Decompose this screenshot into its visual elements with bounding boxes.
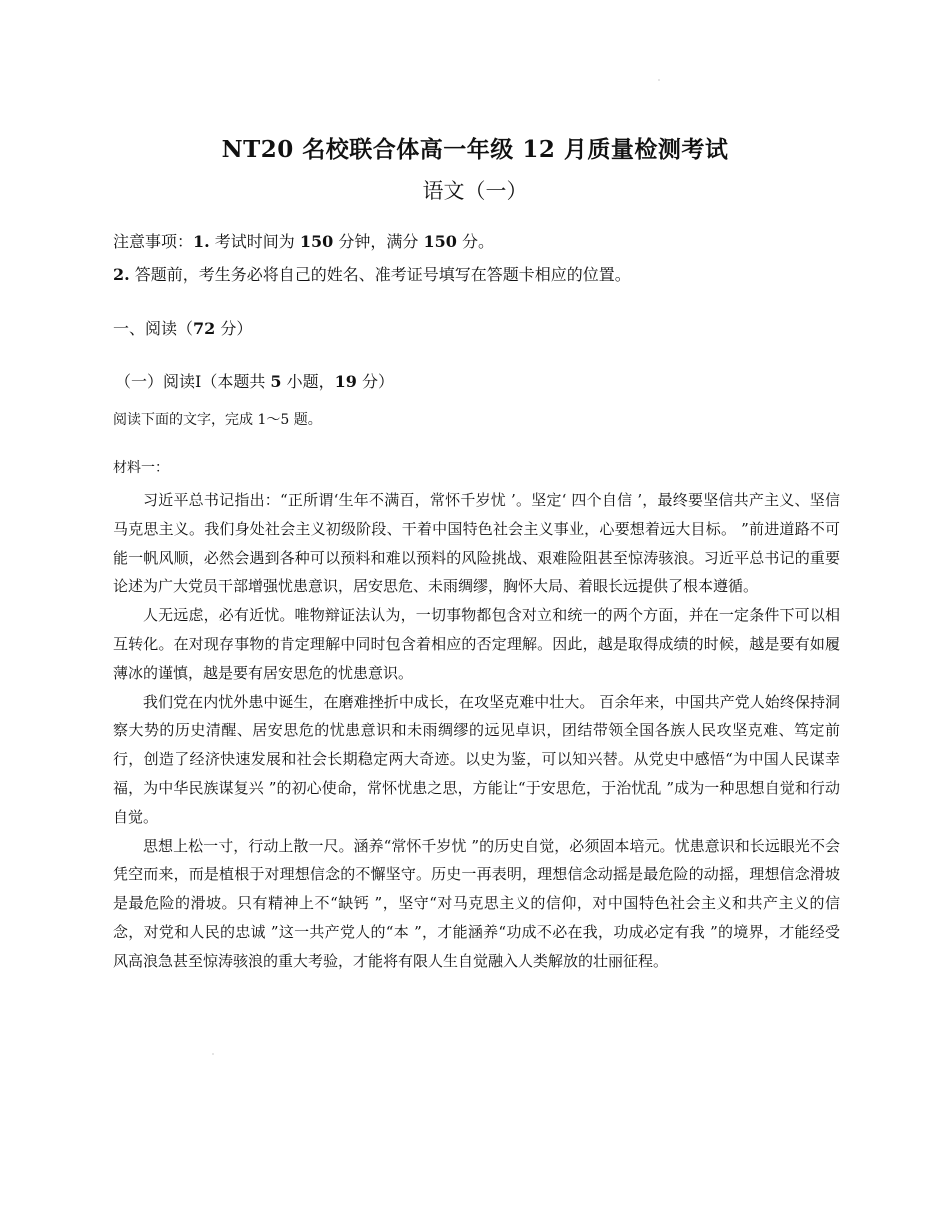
subsection-heading-text: 小题， (281, 372, 335, 391)
full-score: 150 (423, 232, 457, 251)
paragraph: 思想上松一寸，行动上散一尺。涵养“常怀千岁忧 ”的历史自觉，必须固本培元。忧患意识和长远眼光不会凭空而来，而是植根于对理想信念的不懈坚守。历史一再表明，理想信念动摇是最危险的动摇，理想信念滑坡是最危险的滑坡。只有精神上不“缺钙 ”，坚守“对马克思主义的信仰，对中国特色社会主义和共产主义的信念，对党和人民的忠诚 ”这一共产党人的“本 ”，才能涵养“功成不必在我，功成必定有我 ”的境界，才能经受风高浪急甚至惊涛骇浪的重大考验，才能将有限人生自觉融入人类解放的壮丽征程。 (113, 836, 840, 970)
section-heading (113, 316, 252, 339)
paragraph: 习近平总书记指出：“正所谓‘生年不满百，常怀千岁忧 ’。坚定‘ 四个自信 ’，最终要坚信共产主义、坚信马克思主义。我们身处社会主义初级阶段、干着中国特色社会主义事业，心要想着远大目标。 ”前进道路不可能一帆风顺，必然会遇到各种可以预料和难以预料的风险挑战、艰难险阻甚至惊涛骇浪。习近平总书记的重要论述为广大党员干部增强忧患意识，居安思危、未雨绸缪，胸怀大局、着眼长远提供了根本遵循。 (113, 491, 840, 596)
notice-item2-number: 2. (113, 265, 130, 284)
notice-item2-text: 答题前，考生务必将自己的姓名、准考证号填写在答题卡相应的位置。 (129, 265, 631, 284)
exam-duration: 150 (299, 232, 334, 251)
question-count: 5 (270, 372, 282, 391)
notice-label: 注意事项： (113, 232, 194, 251)
scan-speck (658, 79, 660, 81)
paragraph: 人无远虑，必有近忧。唯物辩证法认为，一切事物都包含对立和统一的两个方面，并在一定条件下可以相互转化。在对现存事物的肯定理解中同时包含着相应的否定理解。因此，越是取得成绩的时候，越是要有如履薄冰的谨慎，越是要有居安思危的忧患意识。 (113, 606, 840, 682)
notice-item1-text: 考试时间为 (209, 232, 300, 251)
exam-title: NT20 名校联合体高一年级 12 月质量检测考试 (221, 136, 729, 163)
notice-line-2 (113, 262, 631, 285)
subsection-heading-text: （一）阅读Ⅰ（本题共 (115, 372, 271, 391)
scan-speck (212, 1053, 214, 1055)
notice-item1-number: 1. (193, 232, 210, 251)
section-score: 72 (193, 319, 216, 338)
exam-subtitle: 语文（一） (422, 179, 528, 203)
paragraph: 我们党在内忧外患中诞生，在磨难挫折中成长，在攻坚克难中壮大。 百余年来，中国共产党人始终保持洞察大势的历史清醒、居安思危的忧患意识和未雨绸缪的远见卓识，团结带领全国各族人民攻坚克难、笃定前行，创造了经济快速发展和社会长期稳定两大奇迹。以史为鉴，可以知兴替。从党史中感悟“为中国人民谋幸福，为中华民族谋复兴 ”的初心使命，常怀忧患之思，方能让“于安思危，于治忧乱 ”成为一种思想自觉和行动自觉。 (113, 692, 840, 826)
section-heading-text: 分） (215, 319, 253, 338)
notice-line-1 (113, 229, 494, 252)
reading-instruction: 阅读下面的文字，完成 1～5 题。 (113, 412, 322, 428)
notice-item1-text: 分钟，满分 (333, 232, 424, 251)
notice-item1-text: 分。 (456, 232, 494, 251)
subsection-heading-text: 分） (356, 372, 395, 391)
subsection-score: 19 (334, 372, 357, 391)
subsection-heading (115, 369, 394, 392)
material-label: 材料一： (113, 460, 169, 476)
section-heading-text: 一、阅读（ (113, 319, 194, 338)
material-one-text (113, 486, 840, 976)
